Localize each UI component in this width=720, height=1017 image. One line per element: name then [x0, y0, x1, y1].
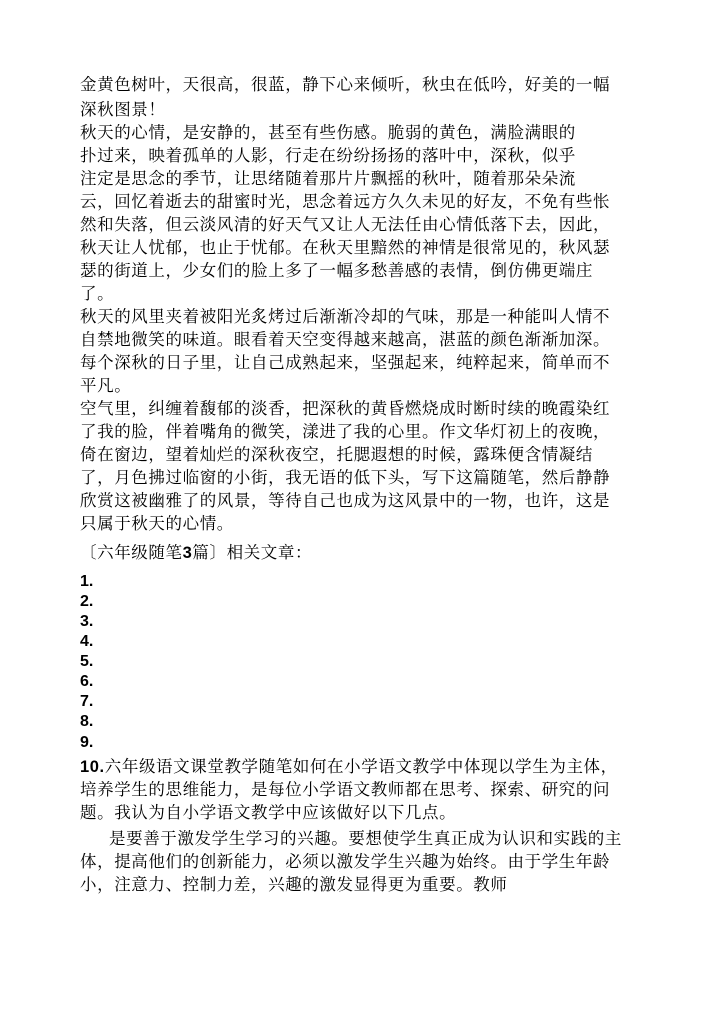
text-line: 小，注意力、控制力差，兴趣的激发显得更为重要。教师	[80, 875, 508, 894]
text-line: 扑过来，映着孤单的人影，行走在纷纷扬扬的落叶中，深秋，似乎	[80, 146, 576, 165]
text-line: 了。	[80, 284, 115, 303]
list-number: 7.	[80, 693, 94, 710]
list-number: 6.	[80, 673, 94, 690]
text-line: 只属于秋天的心情。	[80, 514, 234, 533]
text-line: 每个深秋的日子里，让自己成熟起来，坚强起来，纯粹起来，简单而不	[80, 353, 611, 372]
list-number: 9.	[80, 734, 94, 751]
list-number: 3.	[80, 613, 94, 630]
text-line: 了我的脸，伴着嘴角的微笑，漾进了我的心里。作文华灯初上的夜晚，	[80, 422, 611, 441]
list-number: 8.	[80, 713, 94, 730]
list-item-text: 六年级语文课堂教学随笔如何在小学语文教学中体现以学生为主体，	[104, 757, 618, 776]
text-line: 金黄色树叶，天很高，很蓝，静下心来倾听，秋虫在低吟，好美的一幅	[80, 75, 611, 94]
text-line: 注定是思念的季节，让思绪随着那片片飘摇的秋叶，随着那朵朵流	[80, 169, 576, 188]
text-line: 平凡。	[80, 376, 132, 395]
text-line: 了，月色拂过临窗的小街，我无语的低下头，写下这篇随笔，然后静静	[80, 468, 611, 487]
text-line: 欣赏这被幽雅了的风景，等待自己也成为这风景中的一物，也许，这是	[80, 491, 611, 510]
text-line: 秋天让人忧郁，也止于忧郁。在秋天里黯然的神情是很常见的，秋风瑟	[80, 238, 611, 257]
list-number: 5.	[80, 653, 94, 670]
text-line: 瑟的街道上，少女们的脸上多了一幅多愁善感的表情，倒仿佛更端庄	[80, 261, 593, 280]
text-line: 秋天的风里夹着被阳光炙烤过后渐渐冷却的气味，那是一种能叫人情不	[80, 307, 611, 326]
text-line: 云，回忆着逝去的甜蜜时光，思念着远方久久未见的好友，不免有些怅	[80, 192, 611, 211]
list-number: 10.	[80, 758, 105, 776]
text-line: 培养学生的思维能力，是每位小学语文教师都在思考、探索、研究的问	[80, 780, 611, 799]
text-line: 题。我认为自小学语文教学中应该做好以下几点。	[80, 803, 457, 822]
text-line: 秋天的心情，是安静的，甚至有些伤感。脆弱的黄色，满脸满眼的	[80, 123, 576, 142]
list-item-10	[80, 757, 618, 777]
list-number: 2.	[80, 593, 94, 610]
text-line: 是要善于激发学生学习的兴趣。要想使学生真正成为认识和实践的主	[109, 829, 622, 848]
text-line: 空气里，纠缠着馥郁的淡香，把深秋的黄昏燃烧成时断时续的晚霞染红	[80, 399, 611, 418]
related-articles-heading	[80, 543, 312, 563]
text-line: 倚在窗边，望着灿烂的深秋夜空，托腮遐想的时候，露珠便含情凝结	[80, 445, 593, 464]
related-count: 3	[182, 544, 193, 562]
related-suffix: 篇〕相关文章：	[192, 543, 313, 562]
text-line: 自禁地微笑的味道。眼看着天空变得越来越高，湛蓝的颜色渐渐加深。	[80, 330, 611, 349]
text-line: 体，提高他们的创新能力，必须以激发学生兴趣为始终。由于学生年龄	[80, 852, 611, 871]
list-number: 4.	[80, 633, 94, 650]
related-prefix: 〔六年级随笔	[80, 543, 183, 562]
text-line: 然和失落，但云淡风清的好天气又让人无法任由心情低落下去，因此，	[80, 215, 611, 234]
list-number: 1.	[80, 573, 94, 590]
text-line: 深秋图景！	[80, 100, 166, 119]
